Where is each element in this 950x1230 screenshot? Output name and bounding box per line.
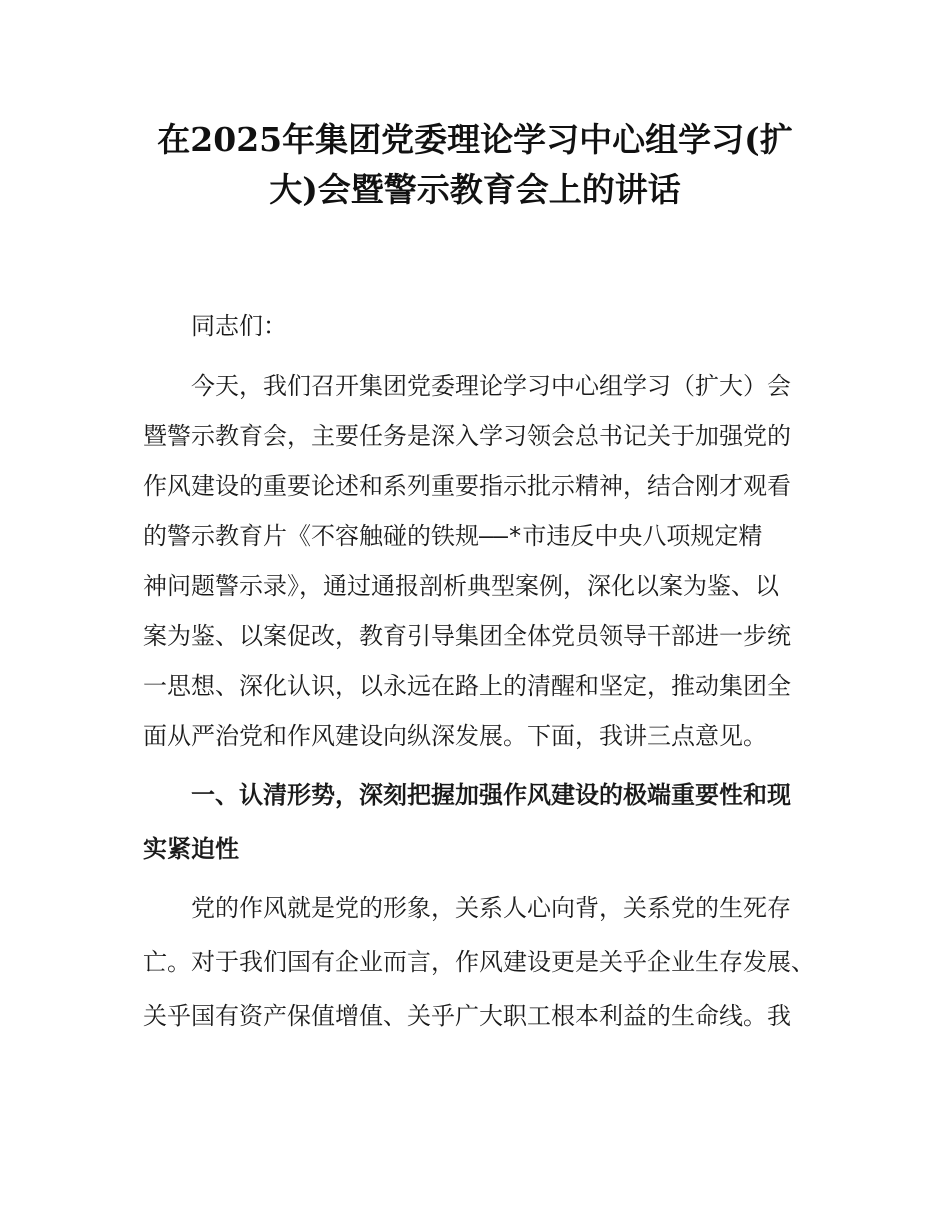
salutation: 同志们： (191, 312, 287, 340)
paragraph-1-line: 案为鉴、以案促改，教育引导集团全体党员领导干部进一步统 (143, 622, 791, 650)
paragraph-1-line: 作风建设的重要论述和系列重要指示批示精神，结合刚才观看 (143, 472, 791, 500)
paragraph-2-line: 关乎国有资产保值增值、关乎广大职工根本利益的生命线。我 (143, 1002, 791, 1030)
document-title-line-1: 在2025年集团党委理论学习中心组学习(扩 (157, 120, 793, 159)
paragraph-1-line: 面从严治党和作风建设向纵深发展。下面，我讲三点意见。 (143, 722, 767, 750)
paragraph-2-line: 党的作风就是党的形象，关系人心向背，关系党的生死存 (191, 894, 791, 922)
document-title-line-2: 大)会暨警示教育会上的讲话 (269, 170, 681, 209)
section-1-heading-line: 实紧迫性 (143, 835, 239, 863)
paragraph-1-line: 的警示教育片《不容触碰的铁规——*市违反中央八项规定精 (143, 522, 763, 550)
paragraph-1-line: 今天，我们召开集团党委理论学习中心组学习（扩大）会 (191, 372, 791, 400)
paragraph-1-line: 一思想、深化认识，以永远在路上的清醒和坚定，推动集团全 (143, 672, 791, 700)
section-1-heading-line: 一、认清形势，深刻把握加强作风建设的极端重要性和现 (191, 781, 791, 809)
paragraph-1-line: 暨警示教育会，主要任务是深入学习领会总书记关于加强党的 (143, 422, 791, 450)
paragraph-1-line: 神问题警示录》，通过通报剖析典型案例，深化以案为鉴、以 (143, 572, 779, 600)
paragraph-2-line: 亡。对于我们国有企业而言，作风建设更是关乎企业生存发展、 (143, 948, 815, 976)
